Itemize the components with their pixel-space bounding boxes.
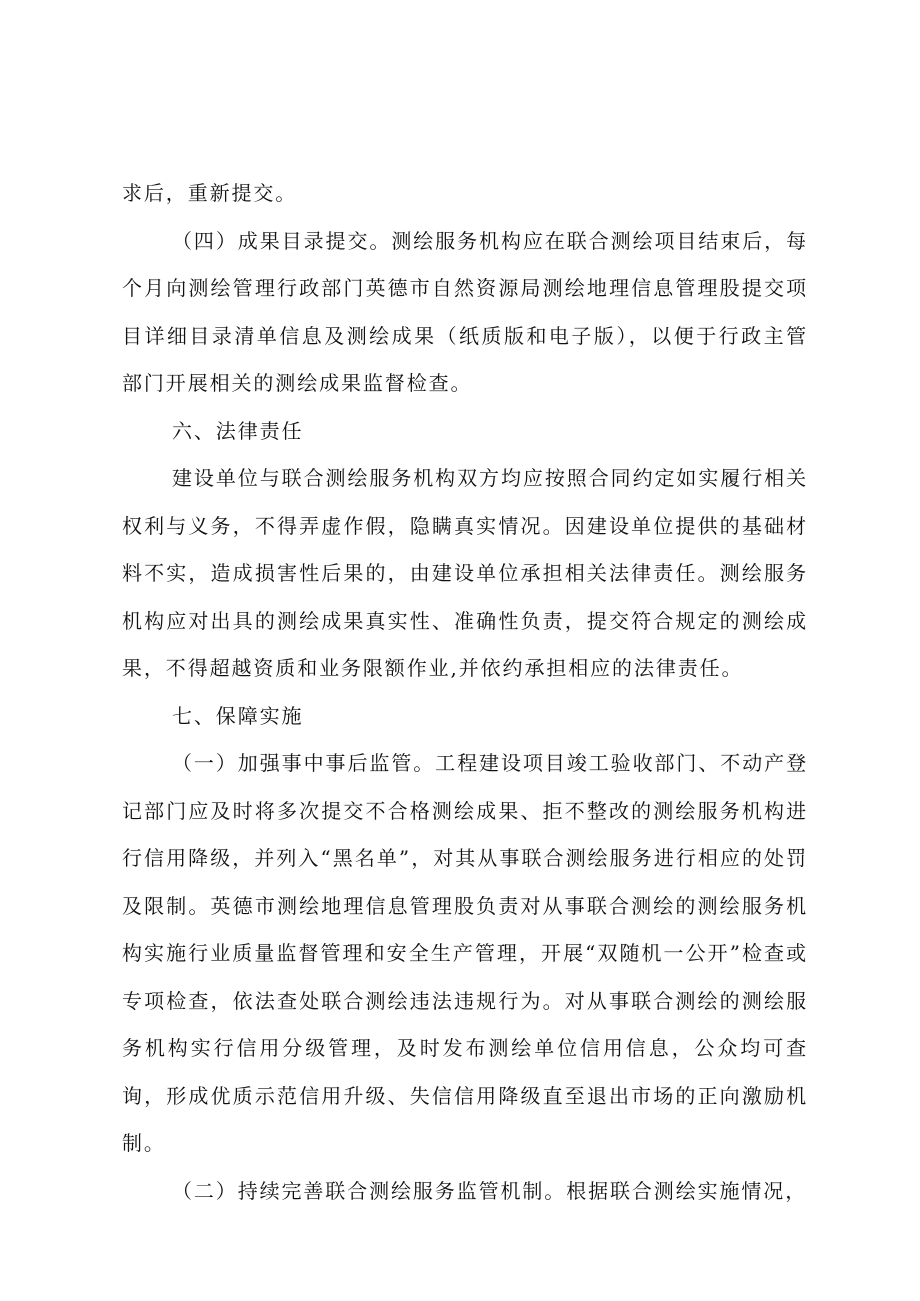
paragraph-results-catalog: （四）成果目录提交。测绘服务机构应在联合测绘项目结束后，每个月向测绘管理行政部门英德市自然资源局测绘地理信息管理股提交项目详细目录清单信息及测绘成果（纸质版和电子版），以便于行政主管部门开展相关的测绘成果监督检查。 — [122, 228, 808, 395]
document-body — [122, 170, 808, 1215]
section-heading-legal-liability: 六、法律责任 — [172, 418, 304, 443]
section-heading-implementation: 七、保障实施 — [172, 703, 304, 728]
paragraph-legal-liability: 建设单位与联合测绘服务机构双方均应按照合同约定如实履行相关权利与义务，不得弄虚作假，隐瞒真实情况。因建设单位提供的基础材料不实，造成损害性后果的，由建设单位承担相关法律责任。测绘服务机构应对出具的测绘成果真实性、准确性负责，提交符合规定的测绘成果，不得超越资质和业务限额作业,并依约承担相应的法律责任。 — [122, 466, 808, 680]
paragraph-supervision: （一）加强事中事后监管。工程建设项目竣工验收部门、不动产登记部门应及时将多次提交不合格测绘成果、拒不整改的测绘服务机构进行信用降级，并列入“黑名单”，对其从事联合测绘服务进行相应的处罚及限制。英德市测绘地理信息管理股负责对从事联合测绘的测绘服务机构实施行业质量监督管理和安全生产管理，开展“双随机一公开”检查或专项检查，依法查处联合测绘违法违规行为。对从事联合测绘的测绘服务机构实行信用分级管理，及时发布测绘单位信用信息，公众均可查询，形成优质示范信用升级、失信信用降级直至退出市场的正向激励机制。 — [122, 751, 808, 1155]
paragraph-mechanism: （二）持续完善联合测绘服务监管机制。根据联合测绘实施情况， — [172, 1178, 808, 1203]
paragraph-continuation: 求后，重新提交。 — [122, 181, 298, 205]
